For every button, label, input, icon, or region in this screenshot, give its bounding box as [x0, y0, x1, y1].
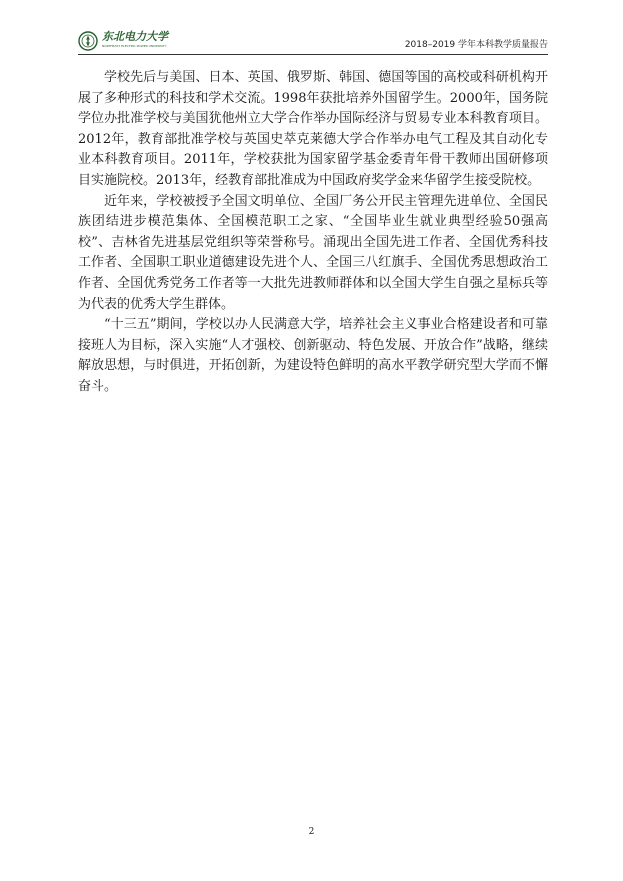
page-number: 2 — [308, 827, 315, 837]
header-divider — [78, 54, 548, 55]
paragraph-five-year-plan: “十三五”期间，学校以办人民满意大学，培养社会主义事业合格建设者和可靠接班人为目标，深入实施“人才强校、创新驱动、特色发展、开放合作”战略，继续解放思想，与时俱进，开拓创新，为建设特色鲜明的高水平教学研究型大学而不懈奋斗。 — [78, 317, 548, 394]
logo-english-name: NORTHEAST ELECTRIC POWER UNIVERSITY — [102, 44, 167, 48]
university-logo — [78, 30, 168, 52]
page-header — [78, 30, 548, 56]
paragraph-honors: 近年来，学校被授予全国文明单位、全国厂务公开民主管理先进单位、全国民族团结进步模范集体、全国模范职工之家、“全国毕业生就业典型经验50强高校”、吉林省先进基层党组织等荣誉称号。涌现出全国先进工作者、全国优秀科技工作者、全国职工职业道德建设先进个人、全国三八红旗手、全国优秀思想政治工作者、全国优秀党务工作者等一大批先进教师群体和以全国大学生自强之星标兵等为代表的优秀大学生群体。 — [78, 193, 548, 312]
paragraph-international-exchange: 学校先后与美国、日本、英国、俄罗斯、韩国、德国等国的高校或科研机构开展了多种形式的科技和学术交流。1998年获批培养外国留学生。2000年，国务院学位办批准学校与美国犹他州立大学合作举办国际经济与贸易专业本科教育项目。2012年，教育部批准学校与英国史萃克莱德大学合作举办电气工程及其自动化专业本科教育项目。2011年，学校获批为国家留学基金委青年骨干教师出国研修项目实施院校。2013年，经教育部批准成为中国政府奖学金来华留学生接受院校。 — [78, 70, 548, 188]
body-content — [78, 68, 548, 398]
logo-name: 东北电力大学 — [102, 30, 168, 43]
report-title: 2018–2019 学年本科教学质量报告 — [404, 40, 548, 50]
emblem-icon — [78, 31, 98, 51]
logo-text — [102, 30, 168, 51]
